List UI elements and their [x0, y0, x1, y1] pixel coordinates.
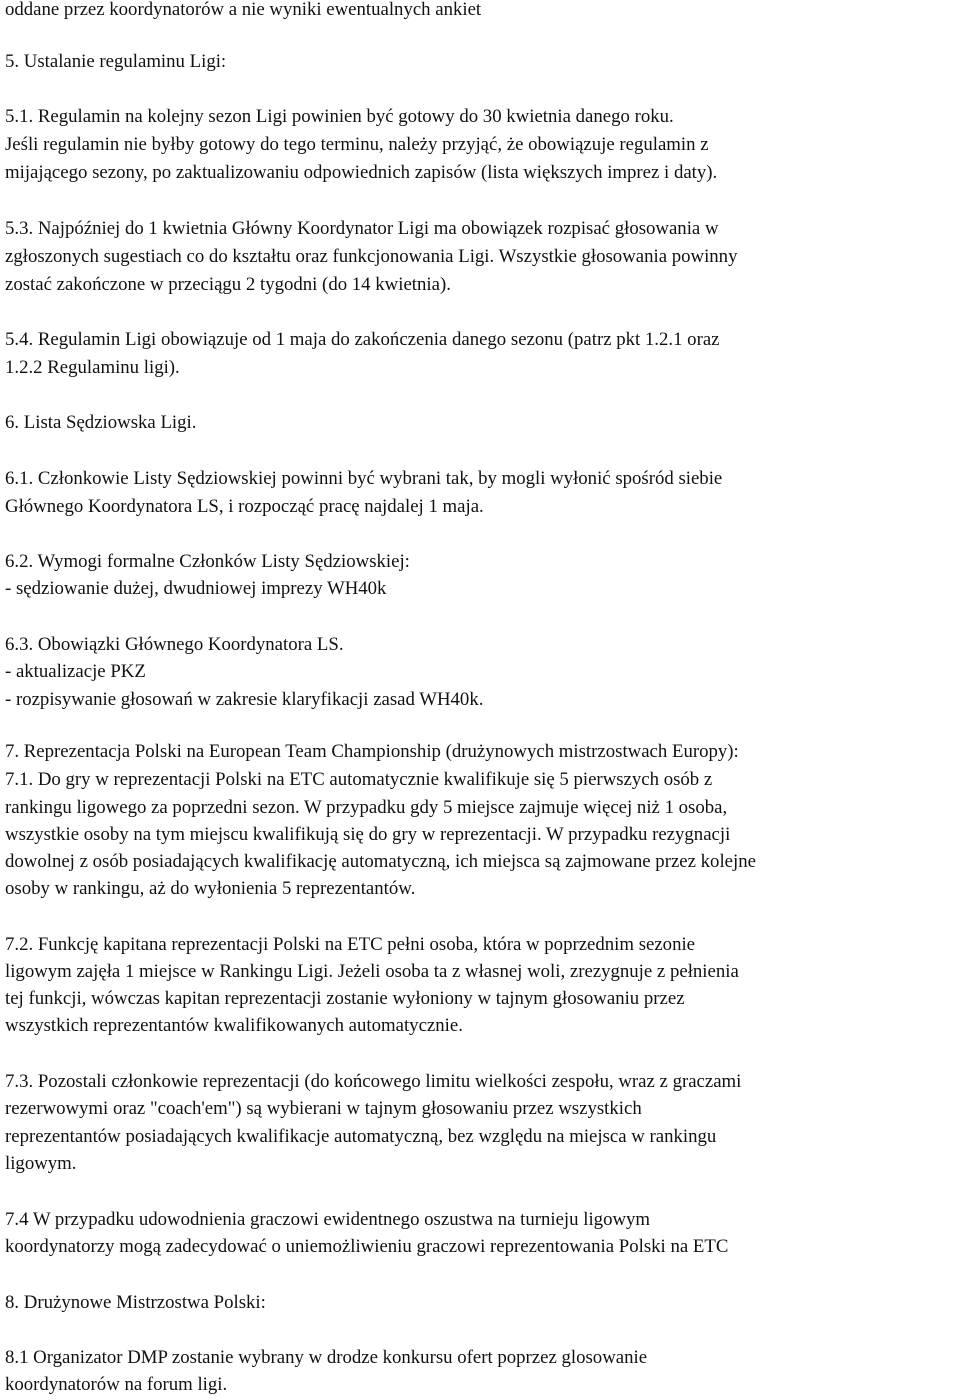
- text-line: koordynatorów na forum ligi.: [5, 1374, 228, 1395]
- text-line: 5.1. Regulamin na kolejny sezon Ligi powinien być gotowy do 30 kwietnia danego roku.: [5, 106, 674, 127]
- text-line: 1.2.2 Regulaminu ligi).: [5, 357, 180, 378]
- text-line: 6.2. Wymogi formalne Członków Listy Sędziowskiej:: [5, 551, 410, 572]
- text-line: 7.1. Do gry w reprezentacji Polski na ETC automatycznie kwalifikuje się 5 pierwszych osób z: [5, 769, 713, 790]
- text-line: dowolnej z osób posiadających kwalifikację automatyczną, ich miejsca są zajmowane przez kolejne: [5, 851, 756, 872]
- section-heading: 8. Drużynowe Mistrzostwa Polski:: [5, 1292, 266, 1313]
- section-heading: 6. Lista Sędziowska Ligi.: [5, 412, 197, 433]
- section-heading: 5. Ustalanie regulaminu Ligi:: [5, 51, 227, 72]
- text-line: mijającego sezony, po zaktualizowaniu odpowiednich zapisów (lista większych imprez i daty).: [5, 162, 718, 183]
- text-line: ligowym zajęła 1 miejsce w Rankingu Ligi. Jeżeli osoba ta z własnej woli, zrezygnuje z pełnienia: [5, 961, 739, 982]
- text-line: Jeśli regulamin nie byłby gotowy do tego terminu, należy przyjąć, że obowiązuje regulamin z: [5, 134, 709, 155]
- text-line: 7.4 W przypadku udowodnienia graczowi ewidentnego oszustwa na turnieju ligowym: [5, 1209, 651, 1230]
- text-line: 8.1 Organizator DMP zostanie wybrany w drodze konkursu ofert poprzez glosowanie: [5, 1347, 648, 1368]
- text-line: reprezentantów posiadających kwalifikacje automatyczną, bez względu na miejsca w rankingu: [5, 1126, 717, 1147]
- text-line: osoby w rankingu, aż do wyłonienia 5 reprezentantów.: [5, 878, 416, 899]
- text-line: Głównego Koordynatora LS, i rozpocząć pracę najdalej 1 maja.: [5, 496, 484, 517]
- text-line: - rozpisywanie głosowań w zakresie klaryfikacji zasad WH40k.: [5, 689, 484, 710]
- text-line: rezerwowymi oraz "coach'em") są wybierani w tajnym głosowaniu przez wszystkich: [5, 1098, 642, 1119]
- text-line: 5.4. Regulamin Ligi obowiązuje od 1 maja do zakończenia danego sezonu (patrz pkt 1.2.1 oraz: [5, 329, 720, 350]
- text-line: - aktualizacje PKZ: [5, 661, 146, 682]
- text-line: wszystkie osoby na tym miejscu kwalifikują się do gry w reprezentacji. W przypadku rezygnacji: [5, 824, 731, 845]
- text-line: koordynatorzy mogą zadecydować o uniemożliwieniu graczowi reprezentowania Polski na ETC: [5, 1236, 729, 1257]
- text-line: zostać zakończone w przeciągu 2 tygodni (do 14 kwietnia).: [5, 274, 451, 295]
- text-line: zgłoszonych sugestiach co do kształtu oraz funkcjonowania Ligi. Wszystkie głosowania powinny: [5, 246, 738, 267]
- text-line: ligowym.: [5, 1153, 77, 1174]
- text-line: 7.3. Pozostali członkowie reprezentacji (do końcowego limitu wielkości zespołu, wraz z graczami: [5, 1071, 742, 1092]
- text-line: 5.3. Najpóźniej do 1 kwietnia Główny Koordynator Ligi ma obowiązek rozpisać głosowania w: [5, 218, 719, 239]
- text-line: 6.1. Członkowie Listy Sędziowskiej powinni być wybrani tak, by mogli wyłonić spośród siebie: [5, 468, 723, 489]
- text-line: 6.3. Obowiązki Głównego Koordynatora LS.: [5, 634, 344, 655]
- text-line: - sędziowanie dużej, dwudniowej imprezy WH40k: [5, 578, 387, 599]
- text-line: tej funkcji, wówczas kapitan reprezentacji zostanie wyłoniony w tajnym głosowaniu przez: [5, 988, 685, 1009]
- text-line: rankingu ligowego za poprzedni sezon. W przypadku gdy 5 miejsce zajmuje więcej niż 1 osoba,: [5, 797, 728, 818]
- text-line: 7.2. Funkcję kapitana reprezentacji Polski na ETC pełni osoba, która w poprzednim sezonie: [5, 934, 696, 955]
- section-heading: 7. Reprezentacja Polski na European Team Championship (drużynowych mistrzostwach Europy):: [5, 741, 739, 762]
- text-line: oddane przez koordynatorów a nie wyniki ewentualnych ankiet: [5, 0, 482, 20]
- text-line: wszystkich reprezentantów kwalifikowanych automatycznie.: [5, 1015, 463, 1036]
